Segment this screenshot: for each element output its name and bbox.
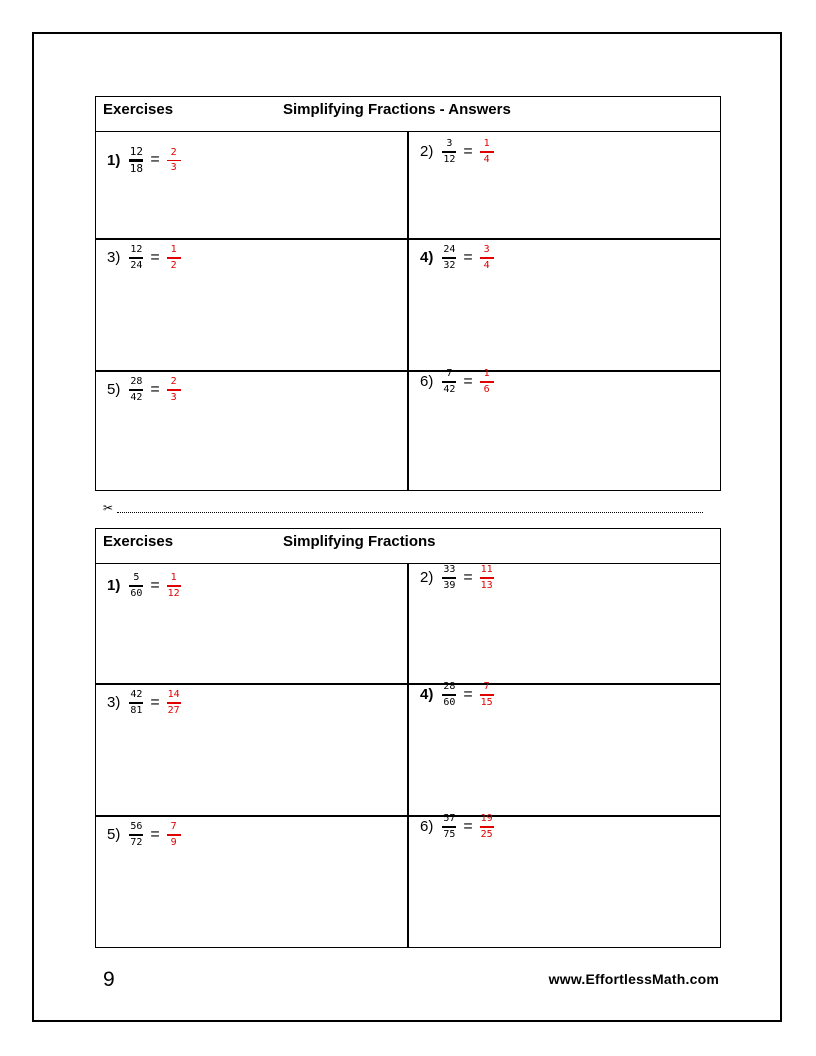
exercise-worksheet [95, 528, 721, 948]
equals-sign: = [150, 248, 160, 266]
answer-fraction: $\frac{14}{27}$ [167, 689, 180, 716]
equals-sign: = [150, 576, 160, 594]
problem-cell [409, 813, 720, 947]
question-fraction: $\frac{12}{24}$ [130, 244, 143, 271]
answer-fraction: $\frac{3}{4}$ [480, 244, 494, 272]
problem-cell [409, 368, 720, 490]
cut-line [103, 498, 703, 518]
answer-fraction: $\frac{2}{3}$ [167, 147, 181, 175]
problem-cell [409, 681, 720, 815]
footer-website: www.EffortlessMath.com [548, 971, 719, 987]
problem-cell [96, 685, 407, 815]
question-fraction: $\frac{56}{72}$ [130, 821, 143, 848]
equals-sign: = [463, 685, 473, 703]
problem-number: 1) [107, 577, 121, 595]
worksheet-title: Simplifying Fractions [283, 533, 436, 550]
scissors-icon: ✂ [103, 501, 114, 515]
question-fraction: $\frac{24}{32}$ [443, 244, 456, 271]
problem-cell [96, 564, 407, 683]
equals-sign: = [463, 568, 473, 586]
problem-number: 4) [420, 686, 434, 704]
problem-number: 3) [107, 249, 121, 267]
page-number: 9 [103, 968, 115, 991]
answer-fraction: $\frac{1}{2}$ [167, 244, 181, 272]
question-fraction: $\frac{3}{12}$ [443, 138, 456, 165]
problem-cell [96, 132, 407, 238]
equals-sign: = [150, 380, 160, 398]
answer-fraction: $\frac{7}{9}$ [167, 821, 181, 849]
problem-grid [96, 564, 720, 947]
answer-fraction: $\frac{7}{15}$ [480, 681, 493, 708]
question-fraction: $\frac{5}{60}$ [130, 572, 143, 599]
dotted-cut-line [117, 504, 703, 513]
equals-sign: = [463, 142, 473, 160]
answer-fraction: $\frac{11}{13}$ [480, 564, 493, 591]
answer-fraction: $\frac{1}{4}$ [480, 138, 494, 166]
question-fraction: $\frac{33}{39}$ [443, 564, 456, 591]
problem-number: 6) [420, 373, 434, 391]
question-fraction: $\frac{28}{42}$ [130, 376, 143, 403]
answer-fraction: $\frac{19}{25}$ [480, 813, 493, 840]
answer-fraction: $\frac{1}{6}$ [480, 368, 494, 396]
problem-cell [409, 240, 720, 370]
problem-number: 3) [107, 694, 121, 712]
question-fraction: $\frac{42}{81}$ [130, 689, 143, 716]
equals-sign: = [463, 372, 473, 390]
problem-number: 5) [107, 826, 121, 844]
question-fraction: $\frac{57}{75}$ [443, 813, 456, 840]
question-fraction: $\frac{12}{18}$ [129, 145, 143, 175]
equals-sign: = [463, 817, 473, 835]
answer-fraction: $\frac{1}{12}$ [167, 572, 180, 599]
problem-cell [96, 817, 407, 947]
problem-cell [96, 372, 407, 490]
problem-number: 1) [107, 151, 121, 169]
problem-number: 6) [420, 818, 434, 836]
problem-number: 4) [420, 249, 434, 267]
equals-sign: = [463, 248, 473, 266]
problem-cell [409, 132, 720, 238]
worksheet-title: Simplifying Fractions - Answers [283, 101, 511, 118]
problem-grid [96, 132, 720, 490]
question-fraction: $\frac{7}{42}$ [443, 368, 456, 395]
problem-cell [409, 564, 720, 683]
worksheet-header [96, 529, 720, 564]
problem-number: 2) [420, 143, 434, 161]
problem-number: 2) [420, 569, 434, 587]
problem-number: 5) [107, 381, 121, 399]
worksheet-label: Exercises [103, 101, 174, 118]
answer-fraction: $\frac{2}{3}$ [167, 376, 181, 404]
worksheet-header [96, 97, 720, 132]
worksheet-label: Exercises [103, 533, 174, 550]
question-fraction: $\frac{28}{60}$ [443, 681, 456, 708]
equals-sign: = [150, 825, 160, 843]
equals-sign: = [150, 151, 160, 169]
equals-sign: = [150, 693, 160, 711]
answers-worksheet [95, 96, 721, 491]
problem-cell [96, 240, 407, 370]
